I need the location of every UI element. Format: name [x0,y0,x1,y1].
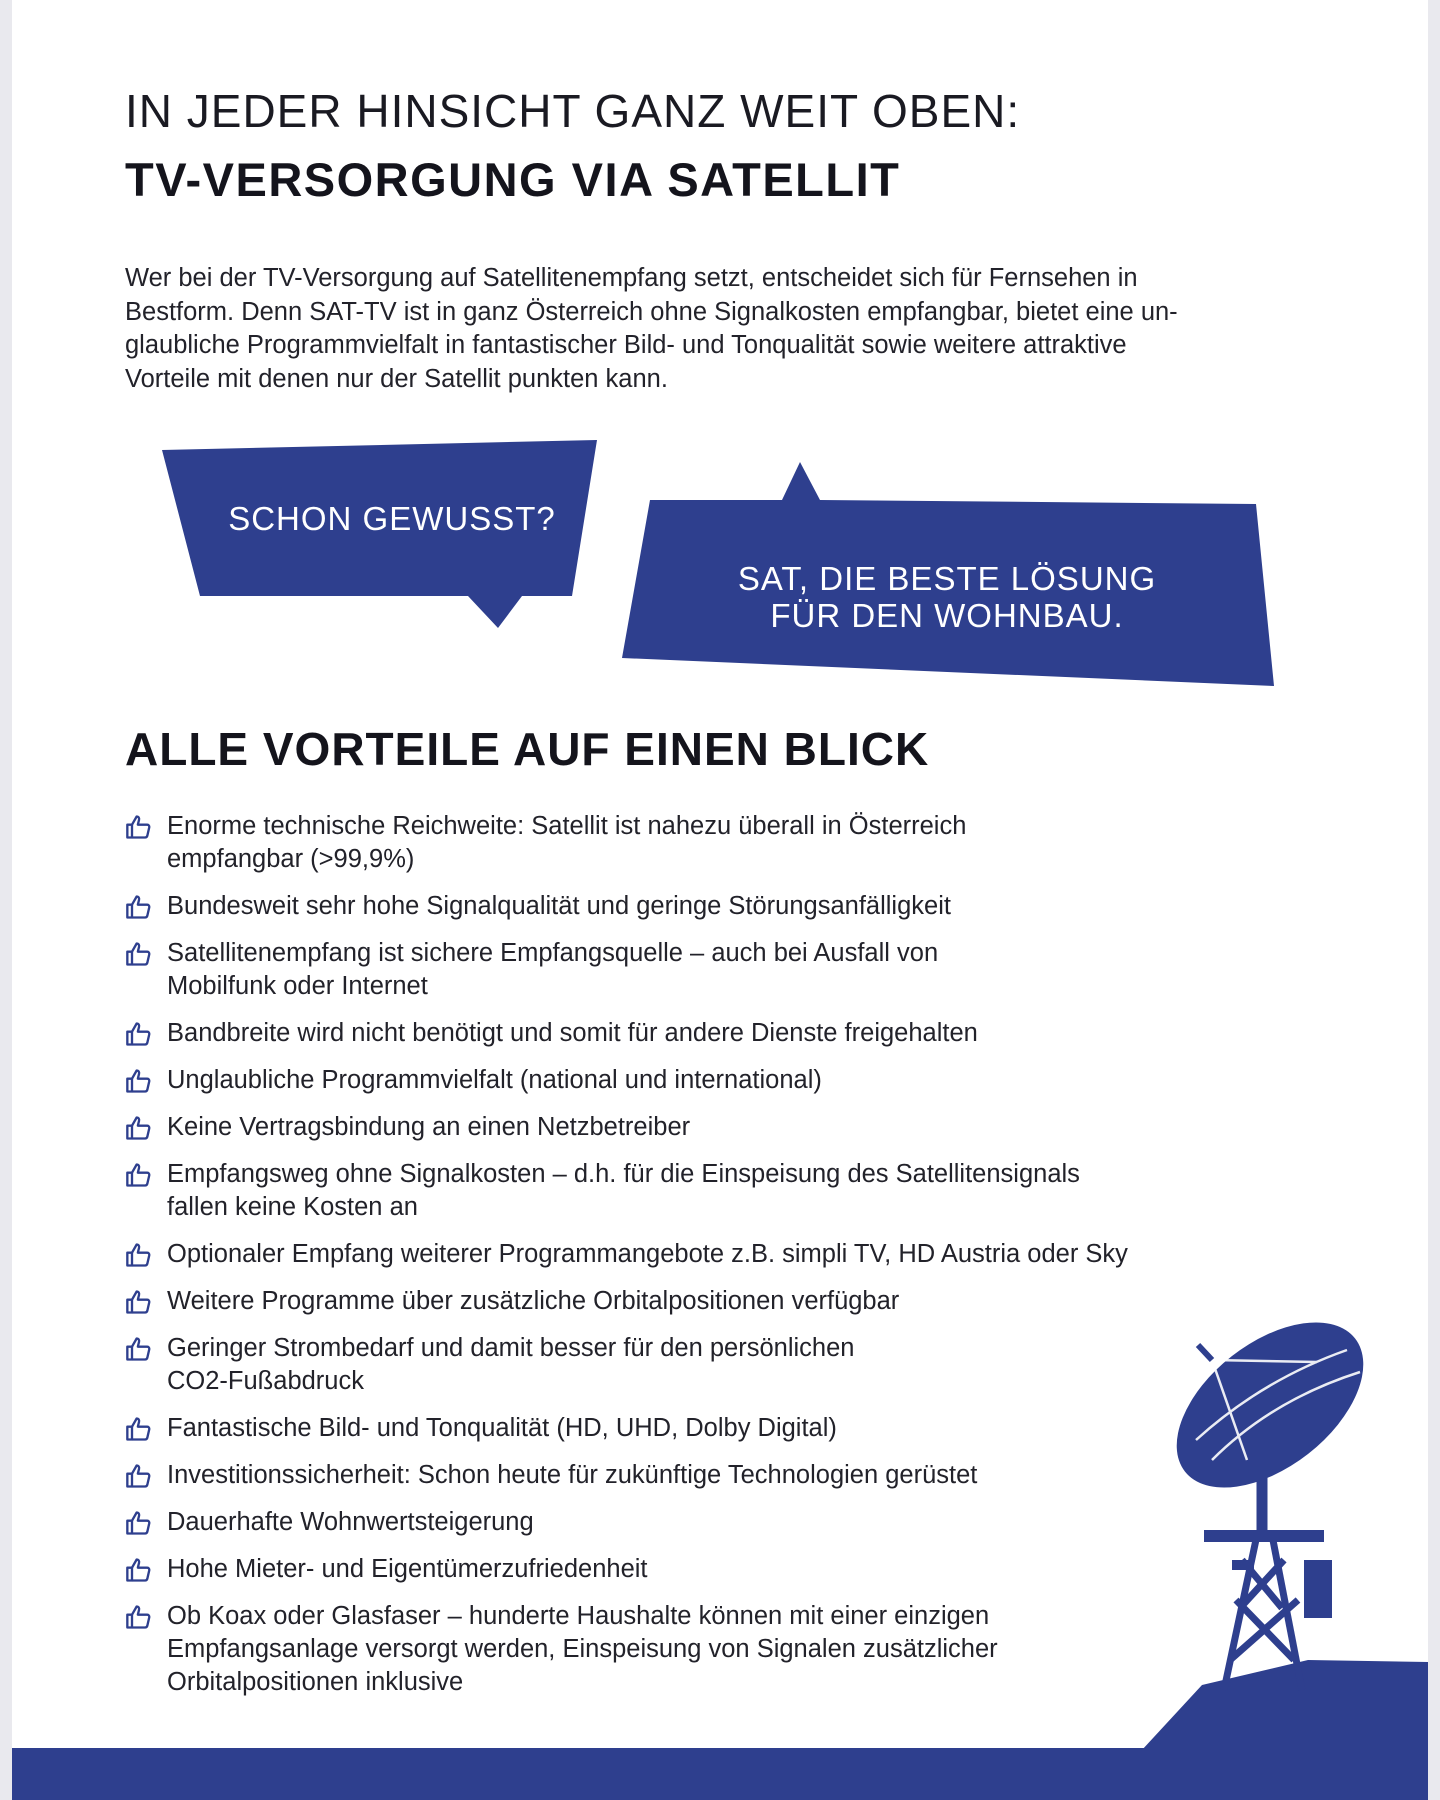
benefit-text: Fantastische Bild- und Tonqualität (HD, UHD, Dolby Digital) [167,1414,837,1442]
benefit-text: Empfangsweg ohne Signalkosten – d.h. für die Einspeisung des Satellitensignals [167,1160,1080,1188]
document-page [12,0,1428,1800]
benefit-item [125,1332,1205,1398]
benefits-title-bold: AUF EINEN BLICK [512,723,930,775]
thumbs-up-icon [125,893,153,921]
benefit-item [125,890,1205,923]
benefit-item [125,1158,1205,1224]
heading-line-2: TV-VERSORGUNG VIA SATELLIT [125,153,901,206]
intro-line: glaubliche Programmvielfalt in fantastischer Bild- und Tonqualität sowie weitere attraktive [125,331,1127,359]
benefit-text: Hohe Mieter- und Eigentümerzufriedenheit [167,1555,648,1583]
benefit-text: Orbitalpositionen inklusive [167,1668,464,1696]
footer-band [12,1748,1428,1800]
benefit-text: Geringer Strombedarf und damit besser für den persönlichen [167,1334,855,1362]
benefit-text: Dauerhafte Wohnwertsteigerung [167,1508,534,1536]
benefit-text: Investitionssicherheit: Schon heute für zukünftige Technologien gerüstet [167,1461,978,1489]
benefit-item [125,1111,1205,1144]
benefits-title [125,722,929,776]
intro-line: Vorteile mit denen nur der Satellit punkten kann. [125,364,668,393]
benefit-text: Optionaler Empfang weiterer Programmangebote z.B. simpli TV, HD Austria oder Sky [167,1240,1128,1268]
thumbs-up-icon [125,1415,153,1443]
heading-line-1: IN JEDER HINSICHT GANZ WEIT OBEN: [125,85,1021,137]
benefit-text: fallen keine Kosten an [167,1193,418,1221]
benefit-text: Enorme technische Reichweite: Satellit ist nahezu überall in Österreich [167,812,967,840]
benefit-text: Bandbreite wird nicht benötigt und somit für andere Dienste freigehalten [167,1019,978,1047]
satellite-dish-icon [1112,1290,1428,1760]
intro-line: Bestform. Denn SAT-TV ist in ganz Österreich ohne Signalkosten empfangbar, bietet eine un- [125,297,1178,326]
benefit-text: empfangbar (>99,9%) [167,845,415,873]
benefit-item [125,1238,1205,1271]
thumbs-up-icon [125,1241,153,1269]
intro-line: Wer bei der TV-Versorgung auf Satellitenempfang setzt, entscheidet sich für Fernsehen in [125,264,1138,292]
benefit-item [125,1064,1205,1097]
question-bubble-text: SCHON GEWUSST? [228,500,556,537]
benefit-item [125,1553,1205,1586]
answer-line: FÜR DEN WOHNBAU. [770,597,1124,634]
thumbs-up-icon [125,1509,153,1537]
benefit-item [125,1017,1205,1050]
benefit-text: Ob Koax oder Glasfaser – hunderte Haushalte können mit einer einzigen [167,1602,990,1630]
benefit-text: Unglaubliche Programmvielfalt (national und international) [167,1066,822,1094]
benefit-text: Satellitenempfang ist sichere Empfangsquelle – auch bei Ausfall von [167,939,939,967]
benefit-text: Empfangsanlage versorgt werden, Einspeisung von Signalen zusätzlicher [167,1635,998,1663]
benefit-item [125,1600,1205,1699]
benefits-title-regular: ALLE VORTEILE [125,723,513,775]
benefit-item [125,1285,1205,1318]
thumbs-up-icon [125,940,153,968]
thumbs-up-icon [125,1288,153,1316]
thumbs-up-icon [125,1556,153,1584]
benefit-item [125,1506,1205,1539]
thumbs-up-icon [125,813,153,841]
answer-bubble-text [712,560,1182,634]
thumbs-up-icon [125,1603,153,1631]
thumbs-up-icon [125,1161,153,1189]
benefit-text: Weitere Programme über zusätzliche Orbitalpositionen verfügbar [167,1287,900,1315]
thumbs-up-icon [125,1114,153,1142]
benefit-item [125,1459,1205,1492]
benefit-text: CO2-Fußabdruck [167,1367,364,1395]
thumbs-up-icon [125,1020,153,1048]
benefit-text: Keine Vertragsbindung an einen Netzbetreiber [167,1113,691,1141]
answer-line: SAT, DIE BESTE LÖSUNG [737,560,1157,597]
benefits-list [125,810,1205,1713]
benefit-item [125,1412,1205,1445]
thumbs-up-icon [125,1335,153,1363]
benefit-text: Bundesweit sehr hohe Signalqualität und geringe Störungsanfälligkeit [167,892,951,920]
benefit-text: Mobilfunk oder Internet [167,972,428,1000]
benefit-item [125,810,1205,876]
benefit-item [125,937,1205,1003]
thumbs-up-icon [125,1462,153,1490]
thumbs-up-icon [125,1067,153,1095]
